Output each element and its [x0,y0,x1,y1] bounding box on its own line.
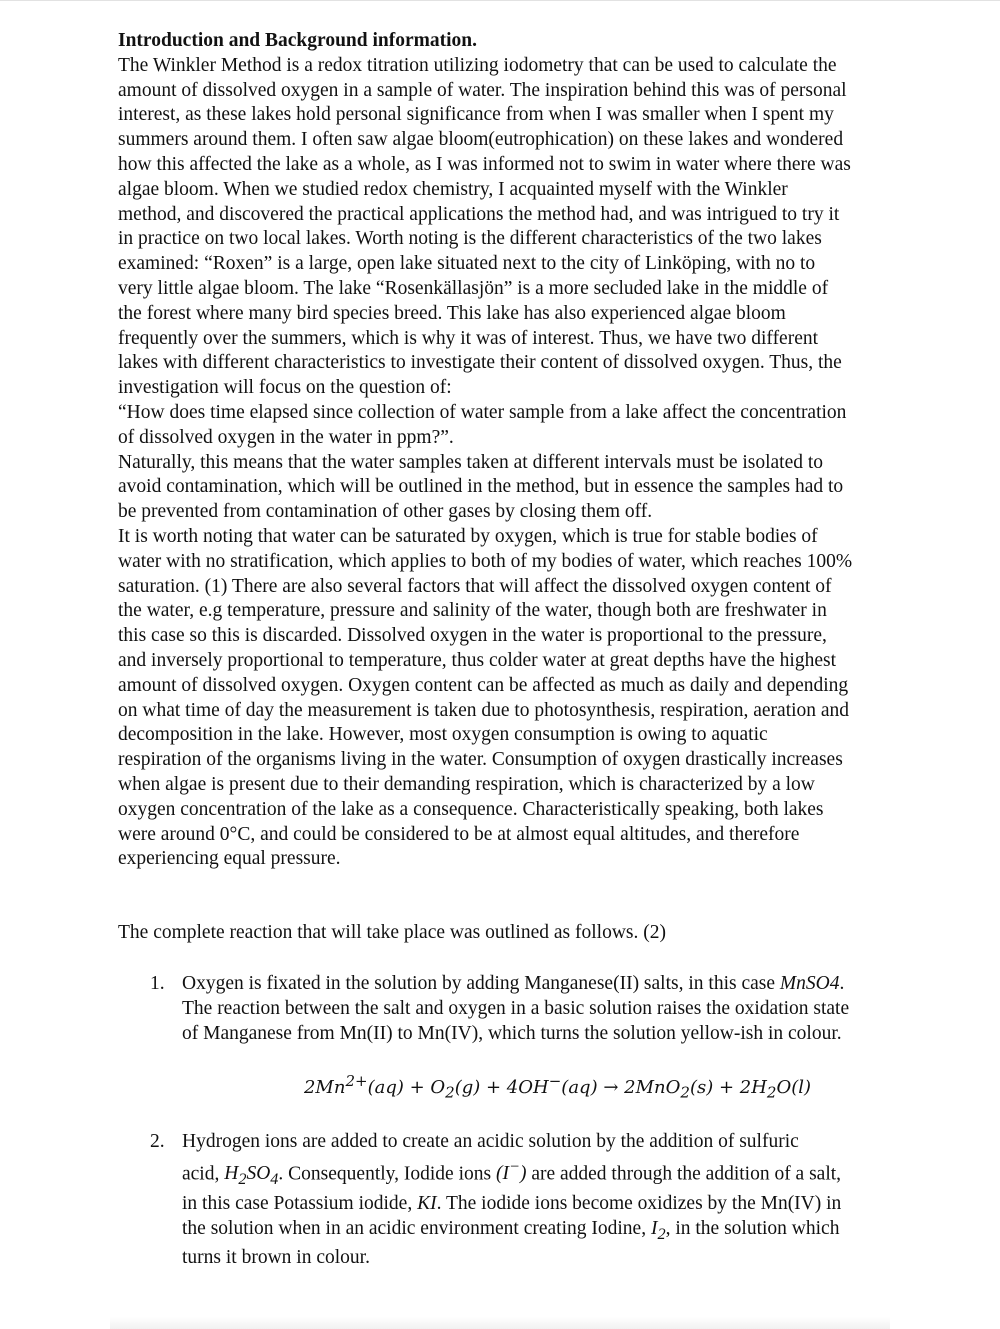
paragraph-line: frequently over the summers, which is why it was of interest. Thus, we have two different [118,327,819,349]
paragraph-line: very little algae bloom. The lake “Rosenkällasjön” is a more secluded lake in the middle of [118,277,829,299]
paragraph-line: when algae is present due to their demanding respiration, which is characterized by a low [118,773,815,795]
paragraph-line: were around 0°C, and could be considered to be at almost equal altitudes, and therefore [118,823,800,845]
step-2-line-1: Hydrogen ions are added to create an acidic solution by the addition of sulfuric [182,1130,799,1152]
paragraph-line: interest, as these lakes hold personal significance from when I was smaller when I spent my [118,104,834,126]
paragraph-line: on what time of day the measurement is taken due to photosynthesis, respiration, aeration and [118,699,850,721]
step-number: 1. [150,973,165,994]
paragraph-line: respiration of the organisms living in the water. Consumption of oxygen drastically increases [118,749,843,771]
paragraph-line: be prevented from contamination of other gases by closing them off. [118,501,653,523]
step-2-line-3: in this case Potassium iodide, KI. The iodide ions become oxidizes by the Mn(IV) in [182,1192,842,1214]
section-heading: Introduction and Background information. [118,30,478,51]
paragraph-line: The Winkler Method is a redox titration utilizing iodometry that can be used to calculate the [118,54,837,76]
paragraph-line: Naturally, this means that the water samples taken at different intervals must be isolated to [118,451,824,473]
intro-paragraph [118,54,933,872]
step-2-line-2: acid, $H_2SO_4$. Consequently, Iodide ions (I−) are added through the addition of a salt, [182,1157,842,1189]
step-1-line-1: Oxygen is fixated in the solution by adding Manganese(II) salts, in this case [182,973,780,994]
paragraph-line: algae bloom. When we studied redox chemistry, I acquainted myself with the Winkler [118,178,788,200]
formula-ki: KI [417,1192,437,1214]
paragraph-line: the water, e.g temperature, pressure and salinity of the water, though both are freshwater in [118,600,827,622]
reaction-steps-list [118,972,933,1271]
step-number: 2. [150,1130,165,1152]
paragraph-line: investigation will focus on the question of: [118,377,452,399]
formula-mnso4: MnSO4 [779,973,840,994]
paragraph-line: amount of dissolved oxygen. Oxygen content can be affected as much as daily and depending [118,674,849,696]
formula-iodide-ion: (I−) [495,1157,527,1185]
formula-iodine: $I_2$ [650,1217,666,1243]
reaction-intro: The complete reaction that will take place was outlined as follows. (2) [118,922,666,944]
paragraph-line: method, and discovered the practical applications the method had, and was intrigued to try it [118,203,840,225]
step-2-line-5: turns it brown in colour. [182,1247,370,1269]
paragraph-line: of dissolved oxygen in the water in ppm?”. [118,426,454,448]
paragraph-line: avoid contamination, which will be outlined in the method, but in essence the samples had to [118,476,844,498]
list-item-step-2 [118,1130,933,1271]
paragraph-line: this case so this is discarded. Dissolved oxygen in the water is proportional to the pressure, [118,625,827,647]
paragraph-line: water with no stratification, which applies to both of my bodies of water, which reaches 100% [118,550,853,572]
step-2-line-4: the solution when in an acidic environment creating Iodine, $I_2$, in the solution which [182,1217,840,1243]
paragraph-line: experiencing equal pressure. [118,848,341,870]
paragraph-line: amount of dissolved oxygen in a sample of water. The inspiration behind this was of personal [118,79,847,101]
step-1-line-3: of Manganese from Mn(II) to Mn(IV), which turns the solution yellow-ish in colour. [182,1022,842,1044]
paragraph-line: decomposition in the lake. However, most oxygen consumption is owing to aquatic [118,724,768,746]
paragraph-line: in practice on two local lakes. Worth noting is the different characteristics of the two lakes [118,228,822,250]
list-item-step-1: 1. Oxygen is fixated in the solution by adding Manganese(II) salts, in this case MnSO4. The reaction between the salt and oxygen in a basic solution raises the oxidation state of Manganese from Mn(II) to Mn(IV), which turns the solution yellow-ish in colour. [118,972,933,1046]
paragraph-line: saturation. (1) There are also several factors that will affect the dissolved oxygen content of [118,575,832,597]
formula-h2so4: $H_2SO_4$ [224,1163,279,1189]
paragraph-line: oxygen concentration of the lake as a consequence. Characteristically speaking, both lakes [118,798,824,820]
paragraph-line: and inversely proportional to temperature, thus colder water at great depths have the highest [118,649,837,671]
step-1-line-2: The reaction between the salt and oxygen in a basic solution raises the oxidation state [182,997,850,1019]
paragraph-line: how this affected the lake as a whole, as I was informed not to swim in water where there was [118,153,851,175]
paragraph-line: the forest where many bird species breed. This lake has also experienced algae bloom [118,302,786,324]
page-bottom-shadow [110,1317,890,1329]
intro-section [118,29,933,946]
equation-manganese-oxidation: $2Mn^{2+}(aq) + O_2(g) + 4OH^-(aq) \to 2MnO_2(s) + 2H_2O(l)$ [303,1072,812,1102]
paragraph-line: “How does time elapsed since collection of water sample from a lake affect the concentration [118,401,847,423]
paragraph-line: examined: “Roxen” is a large, open lake situated next to the city of Linköping, with no to [118,253,816,275]
paragraph-line: summers around them. I often saw algae bloom(eutrophication) on these lakes and wondered [118,129,844,151]
paragraph-line: lakes with different characteristics to investigate their content of dissolved oxygen. Thus, the [118,352,842,374]
paragraph-line: It is worth noting that water can be saturated by oxygen, which is true for stable bodies of [118,525,818,547]
